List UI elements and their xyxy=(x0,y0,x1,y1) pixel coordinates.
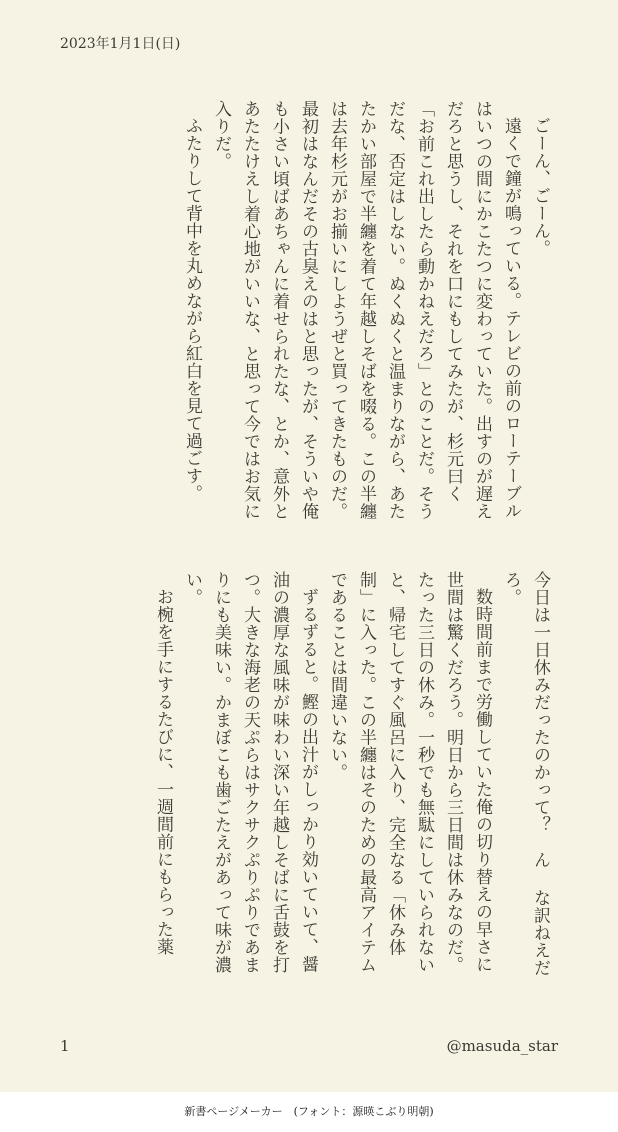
text-block-lower xyxy=(148,571,554,981)
page-number: 1 xyxy=(60,1037,70,1055)
paragraph: ふたりして背中を丸めながら紅白を見て過ごす。 xyxy=(182,117,202,502)
paragraph: ずるずると。鰹の出汁がしっかり効いていて、醤油の濃厚な風味が味わい深い年越しそばに舌鼓を打つ。大きな海老の天ぷらはサクサクぷりぷりであまりにも美味い。かまぼこも歯ごたえがあって味が濃い。 xyxy=(182,571,318,974)
generator-credit: 新書ページメーカー (フォント：源暎こぶり明朝) xyxy=(0,1092,618,1132)
paragraph: 遠くで鐘が鳴っている。テレビの前のローテーブルはいつの間にかこたつに変わっていた。出すのが遅えだろと思うし、それを口にもしてみたが、杉元曰く「お前これ出したら動かねえだろ」とのことだ。そうだな、否定はしない。ぬくぬくと温まりながら、あたたかい部屋で半纏を着て年越しそばを啜る。この半纏は去年杉元がお揃いにしようぜと買ってきたものだ。最初はなんだその古臭えのはと思ったが、そういや俺も小さい頃ばあちゃんに着せられたな、とか、意外とあたたけえし着心地がいいな、と思って今ではお気に入りだ。 xyxy=(211,100,521,520)
paragraph: お椀を手にするたびに、一週間前にもらった薬 xyxy=(153,588,173,956)
paragraph: 数時間前まで労働していた俺の切り替えの早さに世間は驚くだろう。明日から三日間は休みなのだ。たった三日の休み。一秒でも無駄にしていられないと、帰宅してすぐ風呂に入り、完全なる「休み体制」に入った。この半纏はそのための最高アイテムであることは間違いない。 xyxy=(327,571,492,974)
author-handle: @masuda_star xyxy=(446,1037,558,1055)
page-date: 2023年1月1日(日) xyxy=(60,36,181,52)
paragraph: ごーん、ごーん。 xyxy=(530,117,550,257)
paragraph: 今日は一日休みだったのかって？ ん な訳ねえだろ。 xyxy=(501,571,550,977)
text-block-upper xyxy=(177,100,554,530)
